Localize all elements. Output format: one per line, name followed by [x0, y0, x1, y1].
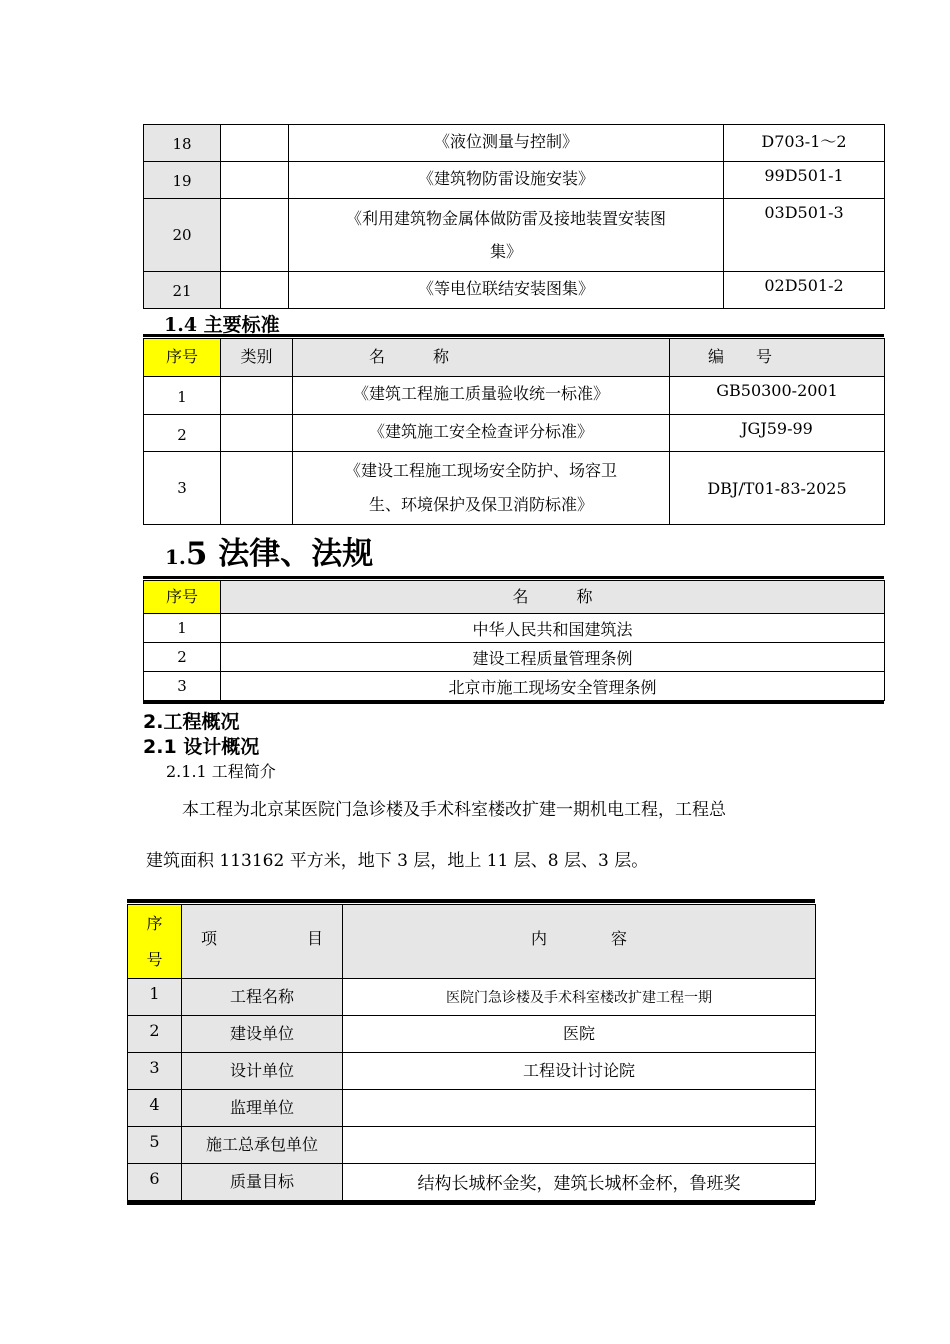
- row-name: [289, 199, 724, 272]
- row-item: 工程名称: [182, 979, 343, 1016]
- table-header-row: [144, 339, 885, 377]
- table-row: [144, 272, 885, 309]
- header-number: 序号: [144, 339, 221, 377]
- row-name-line: 《利用建筑物金属体做防雷及接地装置安装图: [345, 209, 666, 228]
- laws-table: [143, 580, 885, 701]
- table-row: [144, 162, 885, 199]
- table-row: [128, 979, 816, 1016]
- row-name-line: 集》: [489, 242, 522, 261]
- row-number: 1: [128, 979, 182, 1016]
- table-row: [144, 125, 885, 162]
- row-number: 19: [144, 162, 221, 199]
- row-type: [221, 377, 293, 415]
- table-row: [144, 452, 885, 525]
- table-top-rule: [127, 899, 815, 903]
- table-row: [144, 643, 885, 672]
- table-row: [144, 377, 885, 415]
- row-code: 03D501-3: [724, 199, 885, 272]
- row-name: 《建筑施工安全检查评分标准》: [293, 415, 670, 452]
- table-row: [128, 1053, 816, 1090]
- row-name-line: 《建设工程施工现场安全防护、场容卫: [344, 461, 617, 480]
- row-type: [221, 415, 293, 452]
- heading-rule: [143, 334, 884, 337]
- row-item: 质量目标: [182, 1164, 343, 1201]
- reference-atlas-table: [143, 124, 885, 309]
- row-item: 监理单位: [182, 1090, 343, 1127]
- row-name: 中华人民共和国建筑法: [221, 614, 885, 643]
- table-row: [144, 672, 885, 701]
- section-heading-2: 2.工程概况: [143, 711, 240, 733]
- row-item: 建设单位: [182, 1016, 343, 1053]
- row-number: 20: [144, 199, 221, 272]
- row-name: 《等电位联结安装图集》: [289, 272, 724, 309]
- project-overview-table: [127, 904, 816, 1201]
- table-row: [128, 1016, 816, 1053]
- header-item-right: 目: [306, 929, 323, 948]
- row-code: JGJ59-99: [670, 415, 885, 452]
- header-number: [128, 905, 182, 979]
- heading-rule: [143, 576, 884, 579]
- row-number: 3: [144, 452, 221, 525]
- section-prefix: 1.: [165, 545, 186, 569]
- row-type: [221, 452, 293, 525]
- table-bottom-rule: [127, 1201, 815, 1205]
- row-code: 02D501-2: [724, 272, 885, 309]
- table-header-row: [144, 581, 885, 614]
- header-name: 名 称: [221, 581, 885, 614]
- section-heading-1-4: 1.4 主要标准: [164, 314, 280, 336]
- section-title: 5 法律、法规: [185, 536, 374, 572]
- header-number-line: 号: [146, 950, 163, 969]
- table-row: [144, 199, 885, 272]
- header-name: 名 称: [293, 339, 670, 377]
- row-number: 2: [144, 643, 221, 672]
- row-name: 《液位测量与控制》: [289, 125, 724, 162]
- intro-paragraph-line-1: 本工程为北京某医院门急诊楼及手术科室楼改扩建一期机电工程，工程总: [182, 800, 726, 820]
- table-header-row: [128, 905, 816, 979]
- row-number: 3: [144, 672, 221, 701]
- row-number: 6: [128, 1164, 182, 1201]
- header-item-left: 项: [201, 929, 218, 948]
- table-bottom-rule: [143, 701, 884, 704]
- row-name-line: 生、环境保护及保卫消防标准》: [368, 495, 593, 514]
- header-type: 类别: [221, 339, 293, 377]
- row-code: GB50300-2001: [670, 377, 885, 415]
- row-type: [221, 272, 289, 309]
- row-content: 医院: [343, 1016, 816, 1053]
- header-code: 编 号: [670, 339, 885, 377]
- table-row: [144, 415, 885, 452]
- row-number: 1: [144, 377, 221, 415]
- row-code: DBJ/T01-83-2025: [670, 452, 885, 525]
- row-type: [221, 125, 289, 162]
- row-type: [221, 199, 289, 272]
- row-content: 结构长城杯金奖，建筑长城杯金杯，鲁班奖: [343, 1164, 816, 1201]
- row-name: 北京市施工现场安全管理条例: [221, 672, 885, 701]
- row-name: 《建筑物防雷设施安装》: [289, 162, 724, 199]
- row-content: [343, 1090, 816, 1127]
- table-row: [144, 614, 885, 643]
- header-content: 内 容: [343, 905, 816, 979]
- row-number: 1: [144, 614, 221, 643]
- row-number: 2: [144, 415, 221, 452]
- row-number: 4: [128, 1090, 182, 1127]
- row-name: 《建筑工程施工质量验收统一标准》: [293, 377, 670, 415]
- table-row: [128, 1164, 816, 1201]
- row-type: [221, 162, 289, 199]
- row-item: 设计单位: [182, 1053, 343, 1090]
- row-name: [293, 452, 670, 525]
- section-heading-2-1: 2.1 设计概况: [143, 736, 260, 758]
- table-row: [128, 1127, 816, 1164]
- row-name: 建设工程质量管理条例: [221, 643, 885, 672]
- row-content: 工程设计讨论院: [343, 1053, 816, 1090]
- section-heading-1-5: [165, 528, 373, 573]
- intro-paragraph-line-2: 建筑面积 113162 平方米，地下 3 层，地上 11 层、8 层、3 层。: [146, 851, 649, 871]
- row-code: D703-1～2: [724, 125, 885, 162]
- row-number: 3: [128, 1053, 182, 1090]
- row-number: 18: [144, 125, 221, 162]
- row-code: 99D501-1: [724, 162, 885, 199]
- table-row: [128, 1090, 816, 1127]
- header-number: 序号: [144, 581, 221, 614]
- row-content: 医院门急诊楼及手术科室楼改扩建工程一期: [343, 979, 816, 1016]
- row-content: [343, 1127, 816, 1164]
- section-heading-2-1-1: 2.1.1 工程简介: [166, 762, 276, 781]
- row-number: 5: [128, 1127, 182, 1164]
- header-item: [182, 905, 343, 979]
- row-number: 21: [144, 272, 221, 309]
- header-number-line: 序: [146, 914, 163, 933]
- row-number: 2: [128, 1016, 182, 1053]
- row-item: 施工总承包单位: [182, 1127, 343, 1164]
- standards-table: [143, 338, 885, 525]
